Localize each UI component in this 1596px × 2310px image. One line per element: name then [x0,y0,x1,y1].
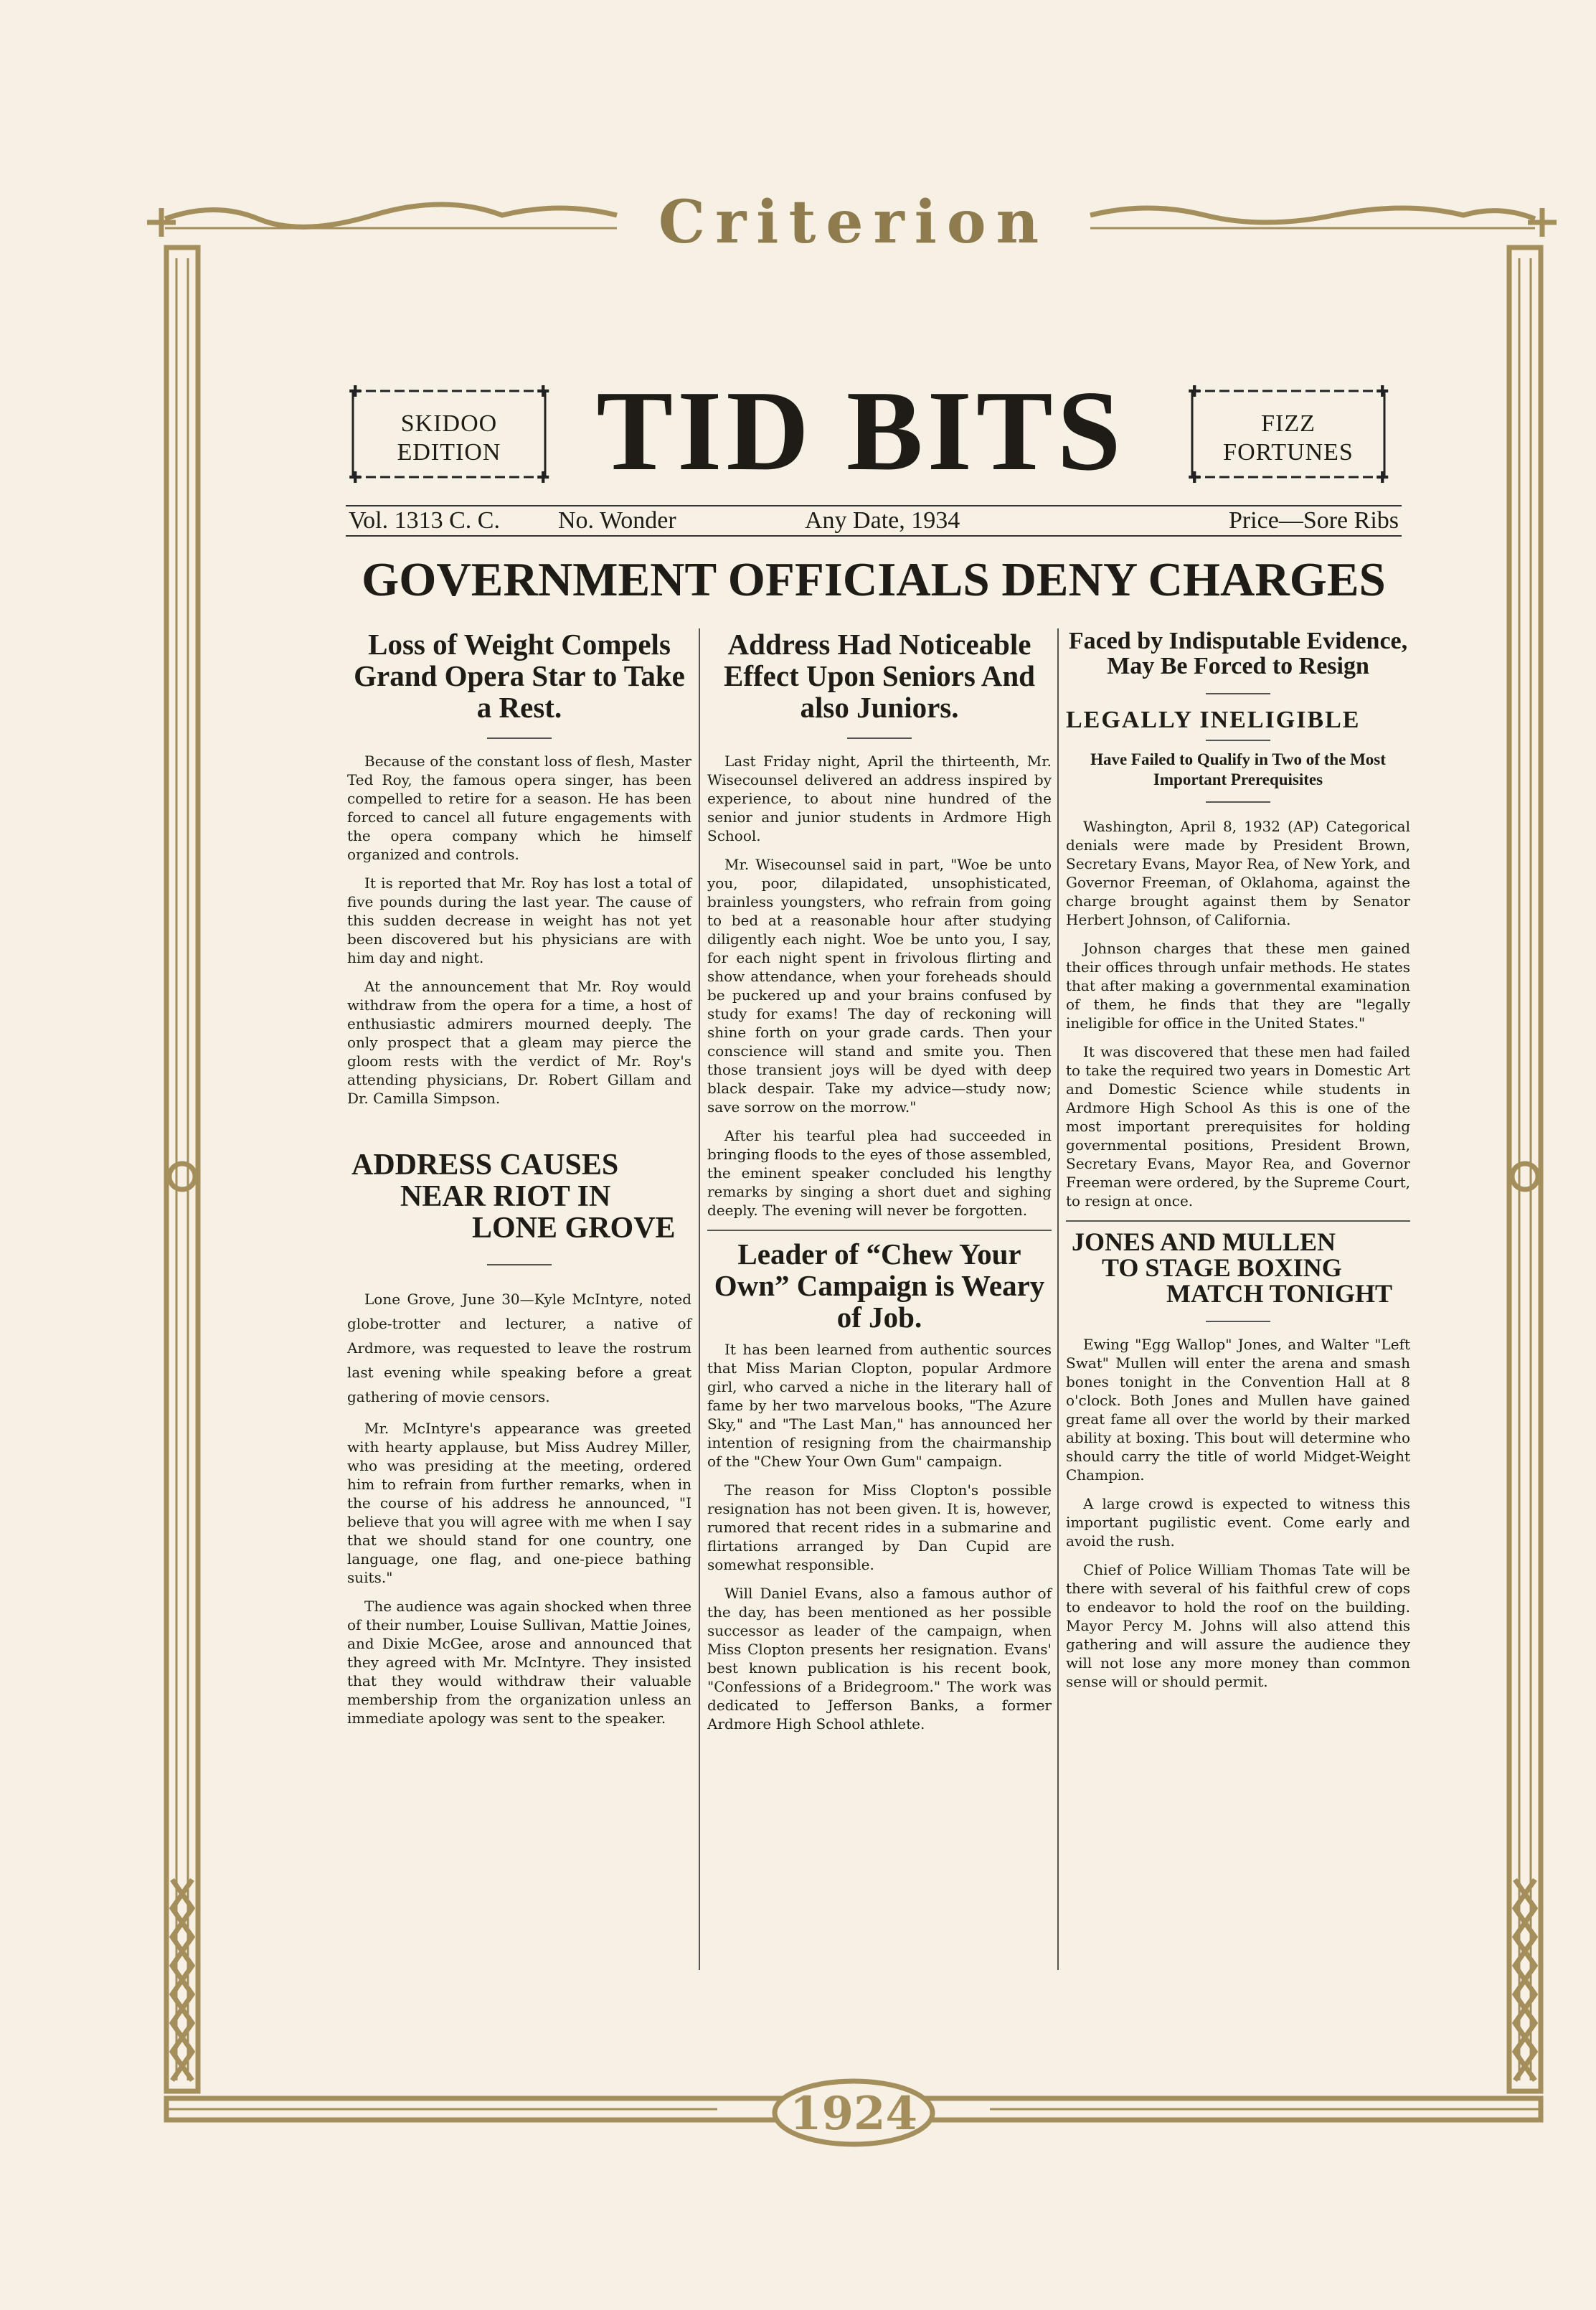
svg-text:✚: ✚ [349,384,363,400]
article-paragraph: It is reported that Mr. Roy has lost a total of five pounds during the last year. The cause of this sudden decrease in weight has not yet been discovered but his physicians are with him day and night. [347,874,691,966]
article-paragraph: Last Friday night, April the thirteenth, Mr. Wisecounsel delivered an address inspired by experience, to about nine hundred of the senior and junior students in Ardmore High School. [707,753,1052,844]
article-paragraph: At the announcement that Mr. Roy would withdraw from the opera for a time, a host of enthusiastic admirers mourned deeply. The only prospect that a gleam may pierce the gloom rests with the verdict of Mr. Roy's attending physicians, Dr. Robert Gillam and Dr. Camilla Simpson. [347,978,691,1107]
skidoo-edition-box [344,384,554,484]
right-box-line-2: FORTUNES [1223,439,1354,466]
year-ornament: 1924 [789,2087,918,2141]
article-paragraph: Washington, April 8, 1932 (AP) Categorical denials were made by President Brown, Secretary Evans, Mayor Rea, of New York, and Governor Freeman, of Oklahoma, against the charge brought against them by Senator Herbert Johnson, of California. [1066,818,1410,928]
svg-text:✚: ✚ [349,468,363,484]
article-paragraph: The reason for Miss Clopton's possible resignation has not been given. It is, however, rumored that recent rides in a submarine and flirtations arranged by Dan Cupid are somewhat responsible. [707,1481,1052,1573]
article-title: Leader of “Chew Your Own” Campaign is Weary of Job. [714,1238,1045,1334]
criterion-ornament-title: Criterion [658,188,1049,257]
svg-text:✚: ✚ [537,384,551,400]
article-subhead: LEGALLY INELIGIBLE [1066,707,1361,733]
svg-text:✚: ✚ [1376,384,1390,400]
svg-text:✚: ✚ [1376,468,1390,484]
title-line: LONE GROVE [472,1212,676,1245]
fizz-fortunes-box [1184,384,1393,484]
article-paragraph: Mr. McIntyre's appearance was greeted with hearty applause, but Miss Audrey Miller, who was presiding at the meeting, ordered him to refrain from further remarks, when in the course of his address he announced, "I believe that you will agree with me when I say that we should stand for one country, one language, one flag, and one-piece bathing suits." [347,1420,691,1586]
article-paragraph: After his tearful plea had succeeded in bringing floods to the eyes of those assembled, the eminent speaker concluded his lengthy remarks by singing a short duet and sighing deeply. The evening will never be forgotten. [707,1127,1052,1219]
title-line: TO STAGE BOXING [1102,1253,1342,1282]
article-title: Loss of Weight Compels Grand Opera Star to Take a Rest. [354,628,685,724]
title-line: JONES AND MULLEN [1072,1227,1336,1256]
column-1 [347,628,691,1738]
left-box-line-2: EDITION [397,439,501,466]
column-3 [1066,628,1410,1701]
title-line: NEAR RIOT IN [400,1180,611,1213]
divider [487,1264,552,1265]
main-headline: GOVERNMENT OFFICIALS DENY CHARGES [362,553,1386,606]
left-box-line-1: SKIDOO [400,410,498,437]
column-2 [707,628,1052,1743]
article-paragraph: Will Daniel Evans, also a famous author of the day, has been mentioned as her possible successor as leader of the campaign, when Miss Clopton presents her resignation. Evans' best known publication is his recent book, "Confessions of a Bridegroom." The work was dedicated to Jefferson Banks, a former Ardmore High School athlete. [707,1585,1052,1732]
column-rule [1057,628,1059,1970]
svg-text:✚: ✚ [1188,384,1202,400]
article-paragraph: Ewing "Egg Wallop" Jones, and Walter "Left Swat" Mullen will enter the arena and smash bones tonight in the Convention Hall at 8 o'clock. Both Jones and Mullen have gained great fame all over the world by their marked ability at boxing. This bout will determine who should carry the title of world Midget-Weight Champion. [1066,1336,1410,1484]
article-paragraph: It was discovered that these men had failed to take the required two years in Domestic Art and Domestic Science while students in Ardmore High School As this is one of the most important prerequisites for holding governmental positions, President Brown, Secretary Evans, Mayor Rea, and Governor Freeman were ordered, by the Supreme Court, to resign at once. [1066,1043,1410,1210]
article-paragraph: Mr. Wisecounsel said in part, "Woe be unto you, poor, dilapidated, unsophisticated, brainless youngsters, who refrain from going to bed at a reasonable hour after studying diligently each night. Woe be unto you, I say, for each night spent in frivolous flirting and show attendance, when your foreheads should be puckered up and your brains confused by study for exams! The day of reckoning will shine forth on your grade cards. Then your conscience will stand and smite you. Then those transient joys will be dyed with deep black despair. Take my advice—study now; save sorrow on the morrow." [707,856,1052,1116]
article-paragraph: A large crowd is expected to witness this important pugilistic event. Come early and avoid the rush. [1066,1495,1410,1550]
title-line: ADDRESS CAUSES [351,1149,619,1182]
divider [1206,1321,1270,1322]
article-paragraph: It has been learned from authentic sources that Miss Marian Clopton, popular Ardmore girl, who carved a niche in the literary hall of fame by her two marvelous books, "The Azure Sky," and "The Last Man," has announced her intention of resigning from the chairmanship of the "Chew Your Own Gum" campaign. [707,1341,1052,1470]
title-line: MATCH TONIGHT [1166,1279,1393,1308]
article-paragraph: The audience was again shocked when three of their number, Louise Sullivan, Mattie Joines, and Dixie McGee, arose and announced that they agreed with Mr. McIntyre. They insisted that they would withdraw their valuable membership from the organization unless an immediate apology was sent to the speaker. [347,1598,691,1727]
masthead: TID BITS [596,367,1125,494]
article-title: Address Had Noticeable Effect Upon Seniors And also Juniors. [724,628,1035,724]
divider [1066,1220,1410,1222]
divider [1206,740,1270,741]
volume: Vol. 1313 C. C. [349,507,500,534]
divider [847,737,912,739]
article-paragraph: Lone Grove, June 30—Kyle McIntyre, noted globe-trotter and lecturer, a native of Ardmore, was requested to leave the rostrum last evening while speaking before a great gathering of movie censors. [347,1291,691,1405]
article-title: Faced by Indisputable Evidence, May Be Forced to Resign [1068,628,1408,679]
price: Price—Sore Ribs [1228,507,1399,534]
issue-date: Any Date, 1934 [805,507,960,534]
article-paragraph: Because of the constant loss of flesh, Master Ted Roy, the famous opera singer, has been compelled to retire for a season. He has been forced to cancel all future engagements with the opera company which he himself organized and controls. [347,753,691,863]
article-paragraph: Johnson charges that these men gained their offices through unfair methods. He states that after making a governmental examination of them, he finds that they are "legally ineligible for office in the United States." [1066,940,1410,1032]
article-title [1066,1229,1410,1306]
right-box-line-1: FIZZ [1261,410,1316,437]
divider [1206,693,1270,694]
issue-number: No. Wonder [558,507,676,534]
divider [487,737,552,739]
article-title [347,1149,691,1244]
article-paragraph: Chief of Police William Thomas Tate will be there with several of his faithful crew of cops to endeavor to hold the roof on the building. Mayor Percy M. Johns will also attend this gathering and will assure the audience they will not lose any more money than common sense will or should permit. [1066,1561,1410,1690]
divider [707,1230,1052,1231]
article-subsubhead: Have Failed to Qualify in Two of the Most Important Prerequisites [1090,750,1386,788]
issue-info-line [346,505,1402,537]
svg-text:✚: ✚ [537,468,551,484]
svg-text:✚: ✚ [1188,468,1202,484]
column-rule [699,628,700,1970]
divider [1206,801,1270,803]
